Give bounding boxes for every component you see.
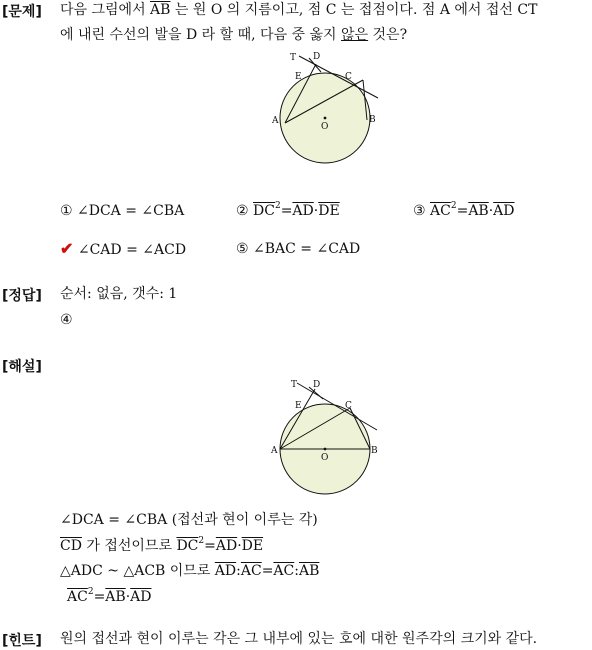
- fig1-label-e: E: [295, 72, 302, 82]
- fig2-label-a: A: [271, 446, 278, 456]
- choice-5-number: ⑤: [236, 241, 249, 257]
- fig1-label-d: D: [313, 52, 321, 62]
- answer-line-2: ④: [60, 312, 73, 328]
- choice-2[interactable]: ② $\overline{DC}^2=\overline{AD}\cdot\overline{DE}$: [236, 201, 340, 219]
- fig2-label-c: C: [345, 401, 352, 411]
- answer-label: [정답]: [2, 288, 42, 304]
- underlined-not: 않은: [341, 27, 369, 43]
- fig1-label-t: T: [290, 53, 297, 63]
- fig1-label-a: A: [272, 116, 279, 126]
- fig2-label-e: E: [295, 401, 302, 411]
- choice-2-number: ②: [236, 203, 249, 219]
- explanation-label: [해설]: [2, 359, 42, 375]
- fig1-label-c: C: [345, 72, 352, 82]
- explanation-line-3: △ADC ~ △ACB 이므로 $\overline{AD}:\overline{AC}=\overline{AC}:\overline{AB}$: [60, 563, 320, 579]
- problem-line-1: 다음 그림에서 $\overline{AB}$ 는 원 O 의 지름이고, 점 C 는 접점이다. 점 A 에서 접선 CT: [60, 2, 538, 18]
- choice-3-number: ③: [413, 203, 426, 219]
- explanation-line-4: $\overline{AC}^2=\overline{AB}\cdot\overline{AD}$: [67, 587, 152, 605]
- answer-line-1: 순서: 없음, 갯수: 1: [60, 286, 178, 302]
- explanation-figure: [265, 375, 385, 495]
- checkmark-icon: ✔: [60, 239, 74, 258]
- choice-5[interactable]: ⑤ ∠BAC = ∠CAD: [236, 241, 361, 257]
- fig2-label-b: B: [371, 446, 378, 456]
- choice-4[interactable]: ✔ ∠CAD = ∠ACD: [60, 239, 187, 258]
- explanation-line-2: $\overline{CD}$ 가 접선이므로 $\overline{DC}^2=\overline{AD}\cdot\overline{DE}$: [60, 536, 264, 554]
- choice-3[interactable]: ③ $\overline{AC}^2=\overline{AB}\cdot\overline{AD}$: [413, 201, 515, 219]
- problem-figure: [265, 48, 385, 168]
- explanation-line-1: ∠DCA = ∠CBA (접선과 현이 이루는 각): [60, 512, 318, 528]
- fig1-label-b: B: [369, 115, 376, 125]
- problem-label: [문제]: [2, 4, 42, 20]
- fig2-label-t: T: [291, 380, 298, 390]
- choice-1[interactable]: ① ∠DCA = ∠CBA: [60, 203, 185, 219]
- hint-label: [힌트]: [2, 633, 42, 649]
- fig1-label-o: O: [321, 122, 329, 132]
- problem-line-2: 에 내린 수선의 발을 D 라 할 때, 다음 중 옳지 않은 것은?: [60, 27, 408, 43]
- fig2-label-d: D: [313, 380, 321, 390]
- choice-1-number: ①: [60, 203, 73, 219]
- fig2-label-o: O: [321, 453, 329, 463]
- hint-text: 원의 접선과 현이 이루는 각은 그 내부에 있는 호에 대한 원주각의 크기와 같다.: [60, 631, 538, 647]
- segment-ab: $\overline{AB}$: [150, 2, 171, 18]
